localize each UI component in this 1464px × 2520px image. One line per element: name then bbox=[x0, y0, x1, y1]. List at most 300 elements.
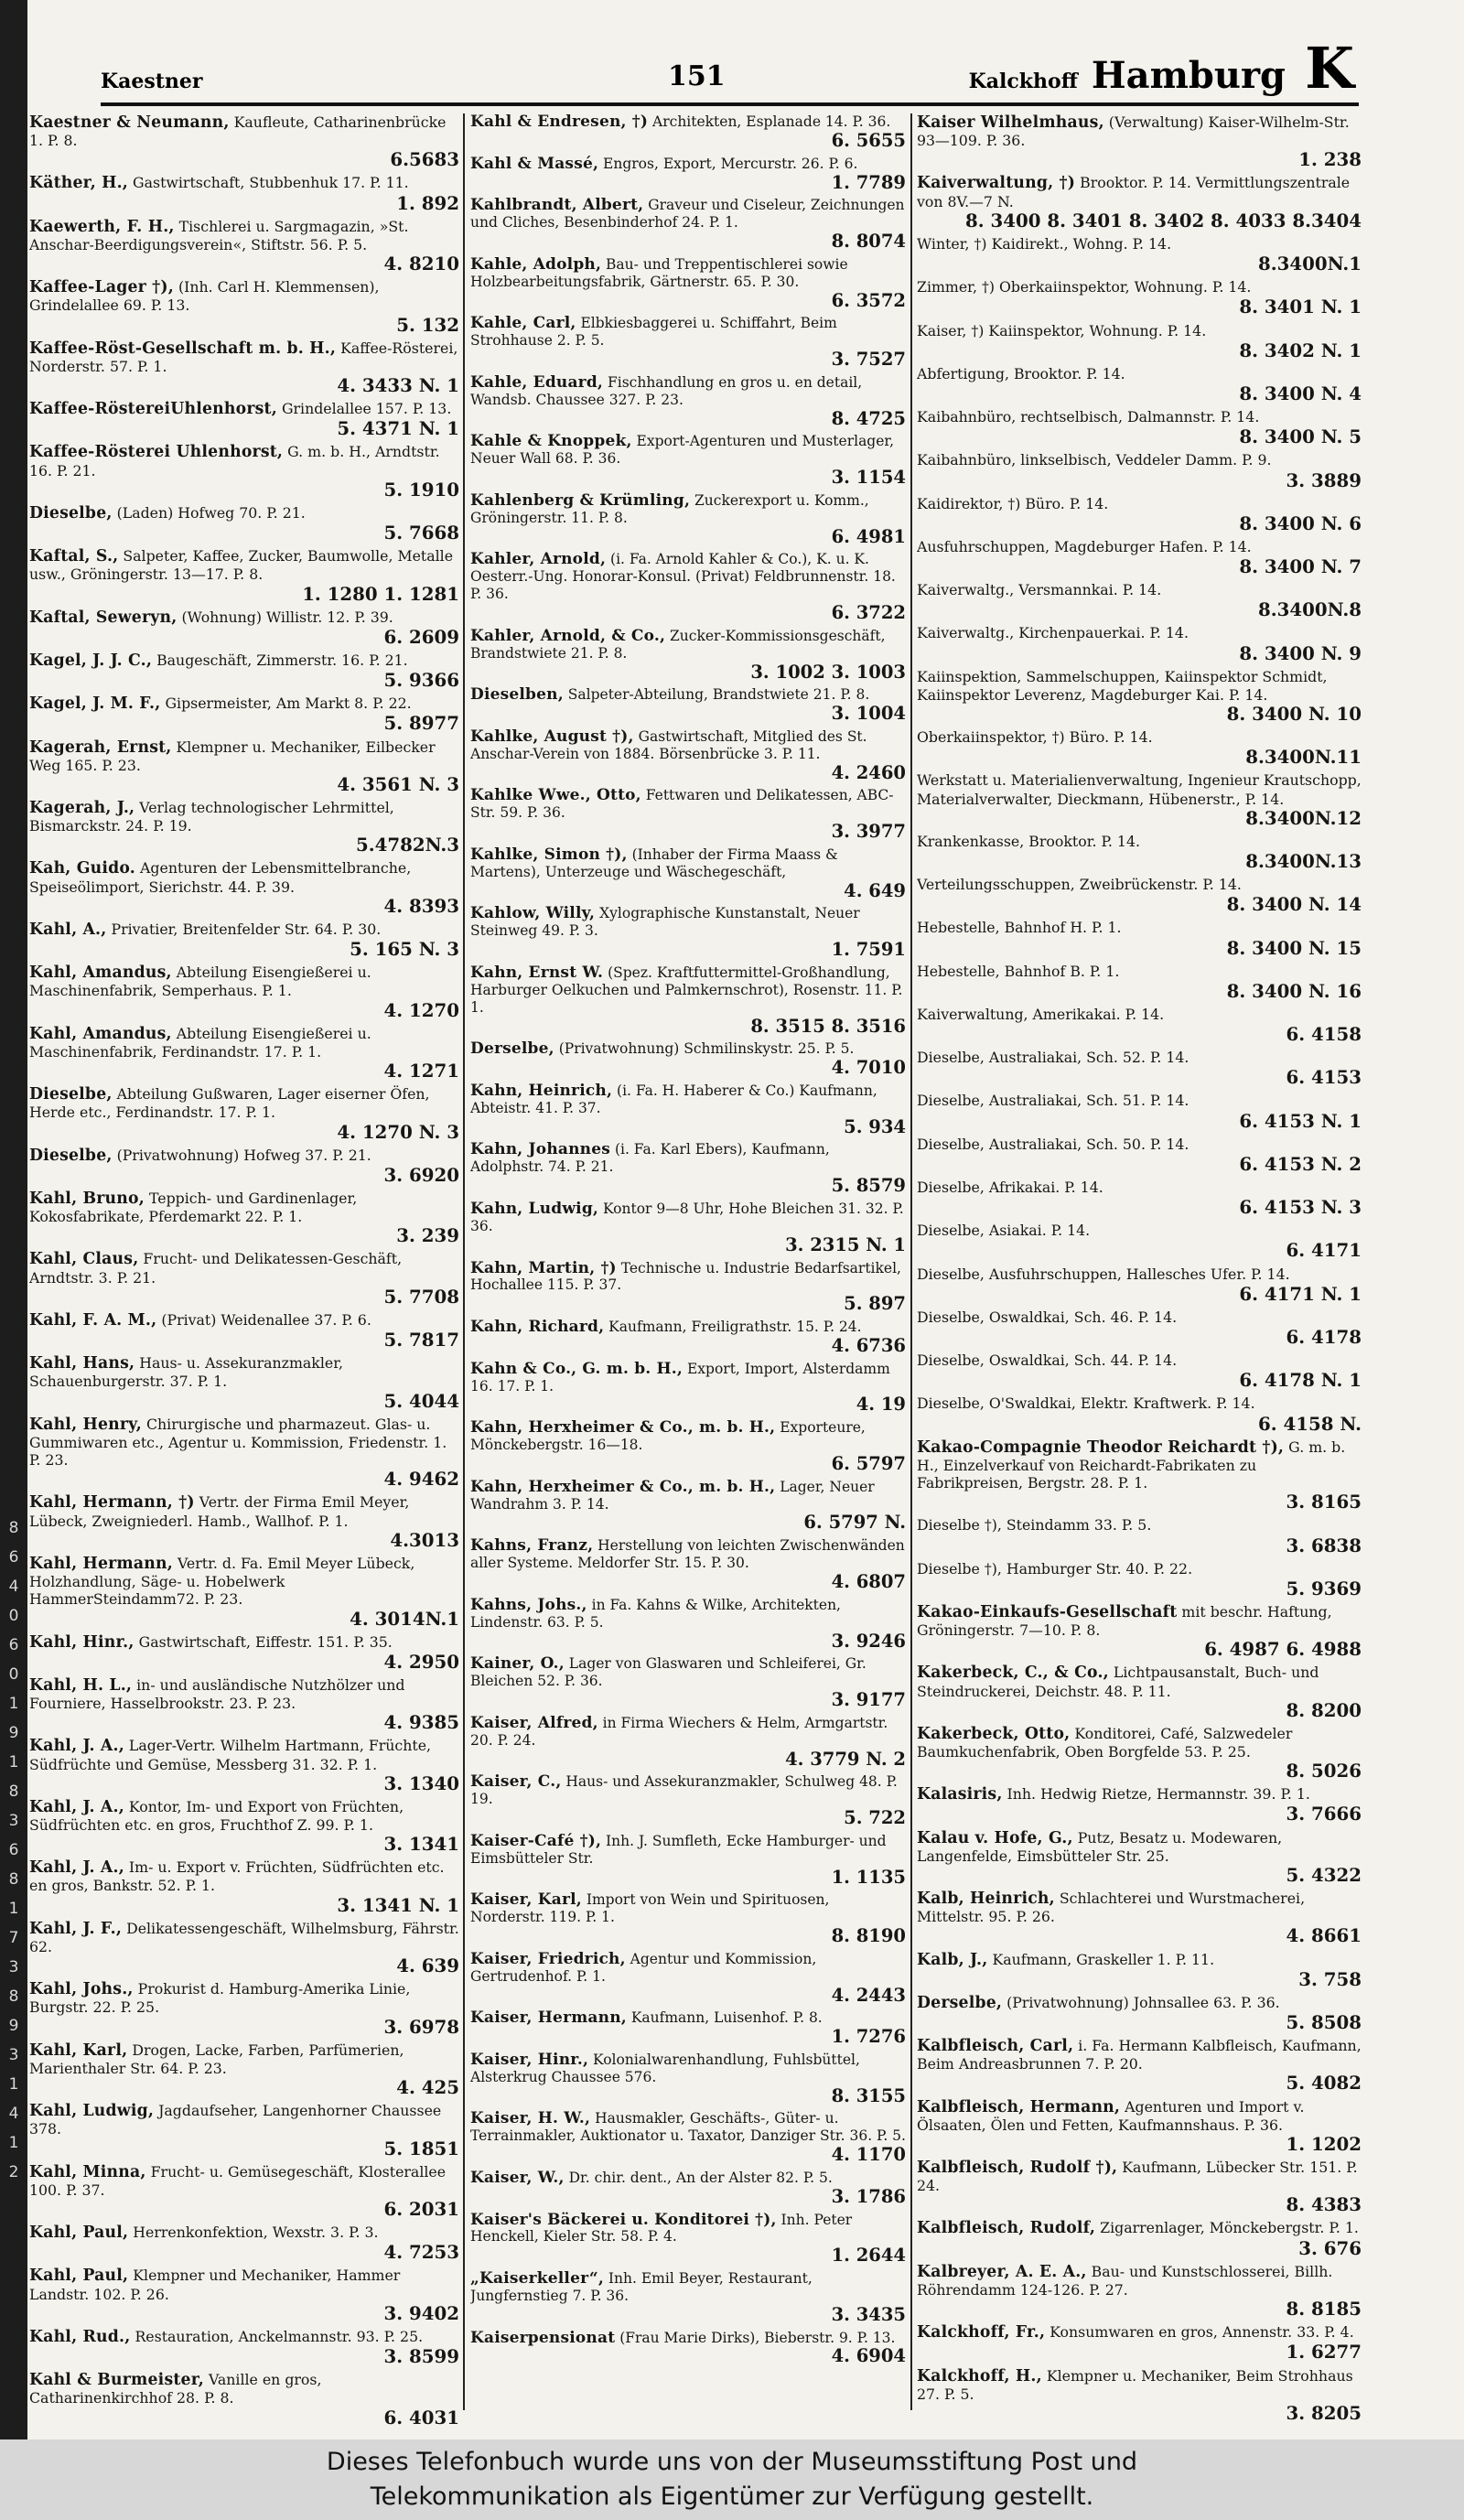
entry-details: (Privatwohnung) Schmilinskystr. 25. P. 5. bbox=[558, 1040, 855, 1058]
entry-name: Kaffee-RöstereiUhlenhorst, bbox=[29, 400, 277, 419]
entry-phone: 4. 8210 bbox=[383, 253, 459, 275]
directory-entry bbox=[917, 322, 1362, 361]
entry-phone: 8. 4725 bbox=[831, 407, 906, 429]
entry-phone: 4. 2460 bbox=[831, 761, 906, 783]
entry-details: Prokurist d. Hamburg-Amerika Linie, Burgstr. 22. P. 25. bbox=[29, 1980, 411, 2017]
directory-entry bbox=[470, 1141, 906, 1196]
directory-entry bbox=[917, 2098, 1362, 2154]
entry-phone: 4. 3779 N. 2 bbox=[785, 1748, 906, 1770]
entry-details: Kaiverwaltung, Amerikakai. P. 14. bbox=[917, 1005, 1165, 1023]
entry-details: Inh. Emil Beyer, Restaurant, Jungfernstieg 7. P. 36. bbox=[470, 2270, 813, 2304]
directory-entry bbox=[470, 113, 906, 151]
entry-details: Klempner und Mechaniker, Hammer Landstr. 102. P. 26. bbox=[29, 2267, 401, 2303]
directory-entry bbox=[29, 113, 459, 169]
directory-entry bbox=[917, 1785, 1362, 1824]
entry-name: Kahn, Johannes bbox=[470, 1140, 611, 1159]
directory-entry bbox=[470, 905, 906, 960]
entry-phone: 4. 1271 bbox=[383, 1060, 459, 1082]
entry-name: Kaffee-Lager †), bbox=[29, 278, 174, 297]
directory-entry bbox=[29, 1190, 459, 1245]
entry-details: (Inh. Carl H. Klemmensen), Grindelallee 69. P. 13. bbox=[29, 278, 380, 315]
entry-phone: 8. 3400 N. 4 bbox=[1239, 382, 1362, 404]
entry-phone: 3. 2315 N. 1 bbox=[785, 1233, 906, 1255]
entry-name: Derselbe, bbox=[917, 1993, 1003, 2012]
entry-details: Engros, Export, Mercurstr. 26. P. 6. bbox=[603, 155, 858, 172]
entry-phone: 1. 238 bbox=[1298, 148, 1362, 171]
entry-details: in- und ausländische Nutzhölzer und Fourniere, Hasselbrookstr. 23. P. 23. bbox=[29, 1675, 405, 1713]
directory-entry bbox=[29, 1798, 459, 1854]
edge-mark: 1 bbox=[8, 1695, 19, 1713]
entry-phone: 8. 3155 bbox=[831, 2084, 906, 2106]
entry-name: Kahl, Paul, bbox=[29, 2224, 129, 2243]
entry-details: Kaidirektor, †) Büro. P. 14. bbox=[917, 494, 1109, 512]
directory-entry bbox=[470, 1537, 906, 1592]
entry-phone: 6. 3572 bbox=[831, 289, 906, 311]
entry-phone: 5. 1851 bbox=[383, 2137, 459, 2159]
entry-phone: 6. 3722 bbox=[831, 602, 906, 624]
entry-details: Dieselbe, Australiakai, Sch. 51. P. 14. bbox=[917, 1092, 1190, 1110]
entry-phone: 5. 4044 bbox=[383, 1389, 459, 1412]
entry-name: Kahlke Wwe., Otto, bbox=[470, 786, 641, 805]
entry-phone: 5. 9366 bbox=[383, 669, 459, 692]
entry-name: Kaiserpensionat bbox=[470, 2328, 616, 2347]
entry-phone: 5. 8579 bbox=[831, 1175, 906, 1197]
directory-column-3 bbox=[917, 113, 1362, 2438]
directory-entry bbox=[29, 2224, 459, 2262]
entry-name: Kahler, Arnold, & Co., bbox=[470, 626, 666, 645]
edge-mark: 1 bbox=[8, 2134, 19, 2152]
entry-details: G. m. b. H., Arndtstr. 16. P. 21. bbox=[29, 443, 440, 479]
entry-name: Kahlke, Simon †), bbox=[470, 845, 628, 864]
entry-name: Kahl, Bruno, bbox=[29, 1189, 145, 1208]
entry-name: Kagerah, Ernst, bbox=[29, 738, 172, 757]
entry-details: Kolonialwarenhandlung, Fuhlsbüttel, Alsterkrug Chaussee 576. bbox=[470, 2051, 860, 2085]
entry-details: Zucker-Kommissionsgeschäft, Brandstwiete 21. P. 8. bbox=[470, 627, 886, 662]
entry-phone: 8. 3400 N. 6 bbox=[1239, 512, 1362, 534]
entry-details: Putz, Besatz u. Modewaren, Langenfelde, Eimsbütteler Str. 25. bbox=[917, 1828, 1283, 1865]
entry-details: Herrenkonfektion, Wexstr. 3. P. 3. bbox=[133, 2224, 379, 2242]
entry-phone: 3. 3889 bbox=[1286, 468, 1362, 491]
entry-details: Elbkiesbaggerei u. Schiffahrt, Beim Strohhause 2. P. 5. bbox=[470, 315, 837, 350]
entry-phone: 1. 1135 bbox=[831, 1866, 906, 1888]
entry-name: Kahle, Eduard, bbox=[470, 372, 604, 392]
entry-details: Kaufmann, Lübecker Str. 151. P. 24. bbox=[917, 2159, 1358, 2195]
directory-entry bbox=[29, 1354, 459, 1410]
directory-entry bbox=[470, 197, 906, 252]
entry-name: Kahle & Knoppek, bbox=[470, 432, 632, 451]
entry-name: Kakao-Compagnie Theodor Reichardt †), bbox=[917, 1438, 1285, 1457]
entry-details: Vanille en gros, Catharinenkirchhof 28. P. 8. bbox=[29, 2371, 322, 2407]
entry-details: Salpeter, Kaffee, Zucker, Baumwolle, Metalle usw., Gröningerstr. 13—17. P. 8. bbox=[29, 547, 454, 584]
directory-column-1 bbox=[29, 113, 459, 2438]
directory-entry bbox=[917, 278, 1362, 317]
entry-name: Kahl, Hans, bbox=[29, 1354, 135, 1373]
header-right-word: Kalckhoff bbox=[968, 70, 1078, 93]
entry-name: Kahl & Massé, bbox=[470, 154, 599, 173]
entry-name: „Kaiserkeller“, bbox=[470, 2269, 604, 2288]
entry-phone: 4. 7253 bbox=[383, 2241, 459, 2264]
directory-entry bbox=[917, 581, 1362, 619]
entry-phone: 3. 9246 bbox=[831, 1630, 906, 1652]
directory-entry bbox=[470, 728, 906, 783]
entry-details: Hausmakler, Geschäfts-, Güter- u. Terrainmakler, Auktionator u. Taxator, Danziger Str. 36. P. 5. bbox=[470, 2110, 906, 2145]
directory-entry bbox=[917, 495, 1362, 533]
directory-entry bbox=[29, 278, 459, 334]
entry-phone: 8. 3400 N. 16 bbox=[1226, 979, 1362, 1002]
entry-details: Gastwirtschaft, Stubbenhuk 17. P. 11. bbox=[133, 174, 409, 192]
entry-name: Kahn, Martin, †) bbox=[470, 1258, 617, 1277]
entry-details: Privatier, Breitenfelder Str. 64. P. 30. bbox=[111, 920, 382, 938]
entry-name: Kahn, Herxheimer & Co., m. b. H., bbox=[470, 1477, 776, 1496]
entry-name: Kahl, J. A., bbox=[29, 1737, 124, 1756]
entry-name: Kahl, Hermann, bbox=[29, 1554, 173, 1573]
entry-phone: 8. 8200 bbox=[1286, 1698, 1362, 1721]
directory-entry bbox=[470, 492, 906, 547]
entry-name: Kahl, Henry, bbox=[29, 1415, 142, 1434]
entry-details: i. Fa. Hermann Kalbfleisch, Kaufmann, Beim Andreasbrunnen 7. P. 20. bbox=[917, 2037, 1362, 2073]
entry-phone: 6. 4171 bbox=[1286, 1239, 1362, 1262]
directory-entry bbox=[29, 1633, 459, 1672]
entry-details: Kaibahnbüro, rechtselbisch, Dalmannstr. P. 14. bbox=[917, 408, 1260, 426]
entry-phone: 8. 3402 N. 1 bbox=[1239, 339, 1362, 361]
entry-details: Konditorei, Café, Salzwedeler Baumkuchenfabrik, Oben Borgfelde 53. P. 25. bbox=[917, 1724, 1293, 1761]
entry-phone: 8. 3400 8. 3401 8. 3402 8. 4033 8.3404 bbox=[965, 209, 1362, 232]
entry-details: (Laden) Hofweg 70. P. 21. bbox=[116, 503, 306, 522]
edge-mark: 6 bbox=[8, 1636, 19, 1654]
directory-entry bbox=[29, 1676, 459, 1732]
directory-entry bbox=[470, 1082, 906, 1137]
page-number: 151 bbox=[668, 60, 726, 92]
entry-name: Kahl, J. A., bbox=[29, 1858, 124, 1878]
entry-name: Kaffee-Röst-Gesellschaft m. b. H., bbox=[29, 339, 337, 358]
directory-entry bbox=[470, 2212, 906, 2267]
entry-name: Kahn & Co., G. m. b. H., bbox=[470, 1359, 684, 1378]
directory-entry bbox=[917, 235, 1362, 274]
edge-mark: 7 bbox=[8, 1929, 19, 1947]
entry-details: Werkstatt u. Materialienverwaltung, Ingenieur Krautschopp, Materialverwalter, Dieckmann, Hübenerstr., P. 14. bbox=[917, 771, 1362, 808]
directory-entry bbox=[29, 1025, 459, 1081]
entry-phone: 4. 2443 bbox=[831, 1984, 906, 2006]
entry-phone: 3. 1340 bbox=[383, 1772, 459, 1794]
directory-entry bbox=[29, 504, 459, 543]
entry-details: in Firma Wiechers & Helm, Armgartstr. 20. P. 24. bbox=[470, 1714, 888, 1749]
footer-banner bbox=[0, 2439, 1464, 2520]
entry-details: Drogen, Lacke, Farben, Parfümerien, Marienthaler Str. 64. P. 23. bbox=[29, 2041, 404, 2077]
entry-phone: 4.3013 bbox=[390, 1528, 459, 1551]
entry-name: Kalbfleisch, Rudolf †), bbox=[917, 2159, 1118, 2177]
directory-entry bbox=[917, 668, 1362, 724]
entry-details: Baugeschäft, Zimmerstr. 16. P. 21. bbox=[156, 651, 408, 669]
directory-entry bbox=[29, 400, 459, 438]
edge-mark: 1 bbox=[8, 1900, 19, 1918]
scan-edge bbox=[0, 0, 27, 2439]
directory-entry bbox=[470, 2330, 906, 2367]
entry-phone: 6. 4171 N. 1 bbox=[1239, 1282, 1362, 1305]
directory-entry bbox=[29, 2371, 459, 2427]
edge-mark: 0 bbox=[8, 1607, 19, 1625]
entry-phone: 3. 758 bbox=[1298, 1967, 1362, 1990]
entry-details: Vertr. der Firma Emil Meyer, Lübeck, Zweigniederl. Hamb., Wallhof. P. 1. bbox=[29, 1493, 410, 1530]
entry-details: Dieselbe, Oswaldkai, Sch. 44. P. 14. bbox=[917, 1352, 1178, 1370]
directory-entry bbox=[917, 451, 1362, 490]
entry-name: Kalb, J., bbox=[917, 1950, 988, 1969]
entry-phone: 3. 1002 3. 1003 bbox=[750, 661, 906, 683]
entry-details: Krankenkasse, Brooktor. P. 14. bbox=[917, 832, 1140, 850]
entry-name: Kainer, O., bbox=[470, 1654, 565, 1674]
entry-name: Kahl, Hinr., bbox=[29, 1632, 135, 1652]
directory-entry bbox=[470, 433, 906, 488]
entry-name: Kahl, Minna, bbox=[29, 2162, 146, 2181]
entry-details: Zuckerexport u. Komm., Gröningerstr. 11. P. 8. bbox=[470, 491, 869, 526]
entry-phone: 4. 8661 bbox=[1286, 1924, 1362, 1947]
entry-details: Verteilungsschuppen, Zweibrückenstr. P. 14. bbox=[917, 876, 1242, 894]
entry-name: Kakerbeck, C., & Co., bbox=[917, 1664, 1109, 1683]
entry-phone: 4. 2950 bbox=[383, 1650, 459, 1673]
entry-phone: 6. 5655 bbox=[831, 129, 906, 151]
directory-entry bbox=[917, 1994, 1362, 2032]
entry-phone: 4. 19 bbox=[856, 1394, 906, 1416]
directory-entry bbox=[29, 339, 459, 395]
edge-mark: 8 bbox=[8, 1987, 19, 2006]
edge-mark: 3 bbox=[8, 1812, 19, 1830]
edge-marks bbox=[0, 1519, 27, 2434]
entry-phone: 4. 1270 N. 3 bbox=[337, 1120, 459, 1143]
entry-phone: 6. 4153 N. 2 bbox=[1239, 1152, 1362, 1175]
directory-entry bbox=[470, 2052, 906, 2106]
directory-entry bbox=[917, 1179, 1362, 1217]
directory-entry bbox=[917, 174, 1362, 230]
entry-name: Kaiser, C., bbox=[470, 1772, 562, 1792]
entry-phone: 4. 6904 bbox=[831, 2345, 906, 2367]
entry-name: Kakerbeck, Otto, bbox=[917, 1724, 1071, 1743]
entry-details: Kaufmann, Graskeller 1. P. 11. bbox=[992, 1950, 1215, 1968]
entry-name: Kahl, F. A. M., bbox=[29, 1310, 157, 1330]
entry-details: (i. Fa. H. Haberer & Co.) Kaufmann, Abteistr. 41. P. 37. bbox=[470, 1082, 877, 1116]
entry-details: Hebestelle, Bahnhof H. P. 1. bbox=[917, 919, 1122, 937]
directory-entry bbox=[917, 1516, 1362, 1555]
directory-entry bbox=[29, 1737, 459, 1793]
entry-phone: 8. 3400 N. 9 bbox=[1239, 641, 1362, 664]
entry-details: Bau- und Kunstschlosserei, Billh. Röhrendamm 124-126. P. 27. bbox=[917, 2262, 1333, 2299]
entry-name: Kalckhoff, H., bbox=[917, 2366, 1042, 2385]
entry-name: Dieselbe, bbox=[29, 1085, 113, 1104]
entry-phone: 5.4782N.3 bbox=[356, 834, 459, 856]
directory-entry bbox=[917, 365, 1362, 404]
entry-details: Exporteure, Mönckebergstr. 16—18. bbox=[470, 1419, 866, 1454]
entry-details: Gastwirtschaft, Mitglied des St. Anschar-Verein von 1884. Börsenbrücke 3. P. 11. bbox=[470, 727, 867, 762]
entry-phone: 4. 8393 bbox=[383, 894, 459, 917]
entry-details: Lager, Neuer Wandrahm 3. P. 14. bbox=[470, 1478, 875, 1513]
entry-phone: 6. 4158 N. bbox=[1257, 1412, 1362, 1435]
directory-entry bbox=[470, 1260, 906, 1315]
entry-name: Kahle, Adolph, bbox=[470, 254, 602, 274]
directory-entry bbox=[470, 2110, 906, 2165]
directory-entry bbox=[917, 1222, 1362, 1260]
entry-name: Kalau v. Hofe, G., bbox=[917, 1828, 1073, 1847]
entry-phone: 4. 7010 bbox=[831, 1057, 906, 1079]
entry-phone: 8.3400N.1 bbox=[1258, 253, 1362, 275]
directory-entry bbox=[917, 728, 1362, 767]
entry-details: Chirurgische und pharmazeut. Glas- u. Gummiwaren etc., Agentur u. Kommission, Friedenstr. 1. P. 23. bbox=[29, 1415, 447, 1470]
directory-entry bbox=[917, 919, 1362, 957]
directory-entry bbox=[470, 1319, 906, 1356]
entry-details: Abteilung Gußwaren, Lager eiserner Öfen, Herde etc., Ferdinandstr. 17. P. 1. bbox=[29, 1085, 430, 1122]
entry-name: Kalckhoff, Fr., bbox=[917, 2323, 1046, 2342]
directory-entry bbox=[29, 2102, 459, 2158]
entry-details: Konsumwaren en gros, Annenstr. 33. P. 4. bbox=[1050, 2323, 1354, 2342]
entry-name: Kahl, Amandus, bbox=[29, 1024, 172, 1043]
directory-entry bbox=[470, 1361, 906, 1416]
entry-phone: 5. 722 bbox=[844, 1807, 906, 1829]
directory-entry bbox=[917, 1136, 1362, 1174]
directory-entry bbox=[917, 1006, 1362, 1044]
entry-phone: 3. 1004 bbox=[831, 703, 906, 725]
entry-phone: 8. 3400 N. 14 bbox=[1226, 893, 1362, 916]
entry-phone: 8. 5026 bbox=[1286, 1760, 1362, 1782]
header-letter: K bbox=[1305, 35, 1354, 102]
edge-mark: 0 bbox=[8, 1665, 19, 1684]
entry-name: Dieselbe, bbox=[29, 1146, 113, 1165]
entry-phone: 3. 6838 bbox=[1286, 1534, 1362, 1556]
directory-entry bbox=[470, 256, 906, 311]
entry-details: Klempner u. Mechaniker, Eilbecker Weg 165. P. 23. bbox=[29, 738, 436, 774]
directory-entry bbox=[917, 538, 1362, 576]
entry-name: Kalbfleisch, Hermann, bbox=[917, 2097, 1121, 2116]
entry-details: Kaiser, †) Kaiinspektor, Wohnung. P. 14. bbox=[917, 321, 1207, 339]
directory-entry bbox=[470, 846, 906, 901]
entry-phone: 4. 1170 bbox=[831, 2144, 906, 2166]
edge-mark: 6 bbox=[8, 1548, 19, 1567]
entry-name: Kaftal, Seweryn, bbox=[29, 608, 178, 627]
entry-details: Agenturen und Import v. Ölsaaten, Ölen und Fetten, Kaufmannshaus. P. 36. bbox=[917, 2097, 1305, 2134]
entry-phone: 3. 239 bbox=[396, 1224, 459, 1247]
directory-entry bbox=[917, 2037, 1362, 2093]
entry-details: Fettwaren und Delikatessen, ABC-Str. 59. P. 36. bbox=[470, 787, 894, 822]
edge-mark: 8 bbox=[8, 1519, 19, 1537]
header-right bbox=[969, 35, 1354, 102]
entry-name: Kaiser, W., bbox=[470, 2168, 565, 2187]
entry-details: Dr. chir. dent., An der Alster 82. P. 5. bbox=[568, 2169, 833, 2186]
directory-entry bbox=[917, 1308, 1362, 1347]
entry-name: Kahl, Karl, bbox=[29, 2041, 128, 2060]
entry-phone: 3. 1341 N. 1 bbox=[337, 1893, 459, 1916]
directory-entry bbox=[470, 1773, 906, 1828]
entry-name: Kahn, Richard, bbox=[470, 1318, 605, 1337]
entry-phone: 8. 8074 bbox=[831, 231, 906, 253]
entry-phone: 6. 4153 bbox=[1286, 1066, 1362, 1089]
entry-phone: 3. 3977 bbox=[831, 821, 906, 843]
directory-entry bbox=[470, 1597, 906, 1652]
entry-name: Kalbfleisch, Rudolf, bbox=[917, 2219, 1096, 2238]
entry-details: Kaufmann, Freiligrathstr. 15. P. 24. bbox=[608, 1319, 862, 1336]
directory-entry bbox=[29, 174, 459, 212]
entry-phone: 4. 9462 bbox=[383, 1468, 459, 1491]
entry-name: Kaiser, Karl, bbox=[470, 1890, 582, 1910]
entry-phone: 6. 4153 N. 3 bbox=[1239, 1196, 1362, 1219]
directory-entry bbox=[29, 547, 459, 603]
entry-name: Kaiser, Friedrich, bbox=[470, 1949, 626, 1968]
entry-details: Jagdaufseher, Langenhorner Chaussee 378. bbox=[29, 2102, 442, 2138]
entry-name: Kaiser's Bäckerei u. Konditorei †), bbox=[470, 2210, 777, 2229]
entry-name: Kagel, J. M. F., bbox=[29, 695, 161, 714]
entry-details: Dieselbe, Asiakai. P. 14. bbox=[917, 1222, 1091, 1240]
directory-entry bbox=[29, 799, 459, 855]
entry-details: Lager-Vertr. Wilhelm Hartmann, Früchte, Südfrüchte und Gemüse, Messberg 31. 32. P. 1. bbox=[29, 1737, 432, 1773]
entry-details: Lichtpausanstalt, Buch- und Steindruckerei, Deichstr. 48. P. 11. bbox=[917, 1664, 1319, 1700]
entry-phone: 8. 4383 bbox=[1286, 2193, 1362, 2216]
directory-entry bbox=[470, 2170, 906, 2207]
entry-details: Bau- und Treppentischlerei sowie Holzbearbeitungsfabrik, Gärtnerstr. 65. P. 30. bbox=[470, 255, 848, 290]
entry-details: Inh. Peter Henckell, Kieler Str. 58. P. 4. bbox=[470, 2211, 853, 2245]
directory-entry bbox=[470, 1891, 906, 1946]
entry-phone: 5. 4371 N. 1 bbox=[337, 417, 459, 440]
entry-name: Kalasiris, bbox=[917, 1785, 1003, 1804]
entry-details: Export, Import, Alsterdamm 16. 17. P. 1. bbox=[470, 1360, 890, 1395]
entry-details: Kaufmann, Luisenhof. P. 8. bbox=[630, 2009, 823, 2027]
entry-details: Kontor 9—8 Uhr, Hohe Bleichen 31. 32. P. 36. bbox=[470, 1200, 904, 1234]
column-divider bbox=[463, 113, 465, 2410]
directory-entry bbox=[917, 963, 1362, 1001]
entry-details: Dieselbe, O'Swaldkai, Elektr. Kraftwerk. P. 14. bbox=[917, 1395, 1255, 1413]
entry-phone: 5. 897 bbox=[844, 1293, 906, 1315]
edge-mark: 3 bbox=[8, 2046, 19, 2064]
entry-details: (Inhaber der Firma Maass & Martens), Unterzeuge und Wäschegeschäft, bbox=[470, 845, 838, 880]
entry-phone: 3. 8165 bbox=[1286, 1491, 1362, 1513]
entry-details: Kaufleute, Catharinenbrücke 1. P. 8. bbox=[29, 113, 447, 150]
directory-entry bbox=[470, 1419, 906, 1474]
directory-entry bbox=[917, 1829, 1362, 1885]
entry-name: Kahns, Johs., bbox=[470, 1595, 587, 1614]
directory-entry bbox=[470, 1951, 906, 2006]
entry-phone: 3. 9177 bbox=[831, 1689, 906, 1711]
entry-details: Dieselbe, Australiakai, Sch. 52. P. 14. bbox=[917, 1049, 1190, 1067]
directory-entry bbox=[917, 876, 1362, 914]
entry-phone: 8. 8190 bbox=[831, 1925, 906, 1947]
edge-mark: 2 bbox=[8, 2163, 19, 2181]
entry-details: (i. Fa. Arnold Kahler & Co.), K. u. K. Oesterr.-Ung. Honorar-Konsul. (Privat) Feldbrunnenstr. 18. P. 36. bbox=[470, 551, 896, 603]
entry-phone: 8.3400N.11 bbox=[1245, 746, 1362, 769]
entry-details: Frucht- u. Gemüsegeschäft, Klosterallee 100. P. 37. bbox=[29, 2162, 447, 2199]
entry-phone: 8. 3515 8. 3516 bbox=[750, 1015, 906, 1037]
entry-details: G. m. b. H., Einzelverkauf von Reichardt-Fabrikaten zu Fabrikpreisen, Bergstr. 28. P. 1. bbox=[917, 1438, 1346, 1492]
directory-entry bbox=[29, 608, 459, 647]
entry-details: Tischlerei u. Sargmagazin, »St. Anschar-Beerdigungsverein«, Stiftstr. 56. P. 5. bbox=[29, 217, 409, 253]
entry-name: Dieselben, bbox=[470, 685, 564, 705]
entry-phone: 5. 9369 bbox=[1286, 1577, 1362, 1599]
entry-name: Kahl, Johs., bbox=[29, 1980, 134, 1999]
directory-entry bbox=[470, 1833, 906, 1888]
directory-entry bbox=[470, 628, 906, 683]
entry-phone: 4. 6807 bbox=[831, 1570, 906, 1592]
directory-entry bbox=[917, 2263, 1362, 2319]
entry-name: Kahl, H. L., bbox=[29, 1675, 133, 1695]
directory-entry bbox=[29, 1085, 459, 1141]
entry-name: Kah, Guido. bbox=[29, 859, 136, 878]
entry-details: Export-Agenturen und Musterlager, Neuer Wall 68. P. 36. bbox=[470, 433, 895, 468]
entry-details: in Fa. Kahns & Wilke, Architekten, Lindenstr. 63. P. 5. bbox=[470, 1596, 841, 1631]
entry-details: (i. Fa. Karl Ebers), Kaufmann, Adolphstr. 74. P. 21. bbox=[470, 1141, 830, 1176]
entry-phone: 3. 8205 bbox=[1286, 2401, 1362, 2424]
directory-entry bbox=[917, 113, 1362, 169]
directory-entry bbox=[29, 1250, 459, 1306]
entry-name: Kahle, Carl, bbox=[470, 314, 576, 333]
entry-name: Kahl, Ludwig, bbox=[29, 2102, 155, 2121]
entry-phone: 4. 3561 N. 3 bbox=[337, 772, 459, 795]
entry-details: Architekten, Esplanade 14. P. 36. bbox=[652, 113, 891, 130]
entry-phone: 6. 2609 bbox=[383, 625, 459, 648]
entry-phone: 8. 3400 N. 10 bbox=[1226, 703, 1362, 726]
entry-details: (Privatwohnung) Hofweg 37. P. 21. bbox=[116, 1146, 371, 1164]
